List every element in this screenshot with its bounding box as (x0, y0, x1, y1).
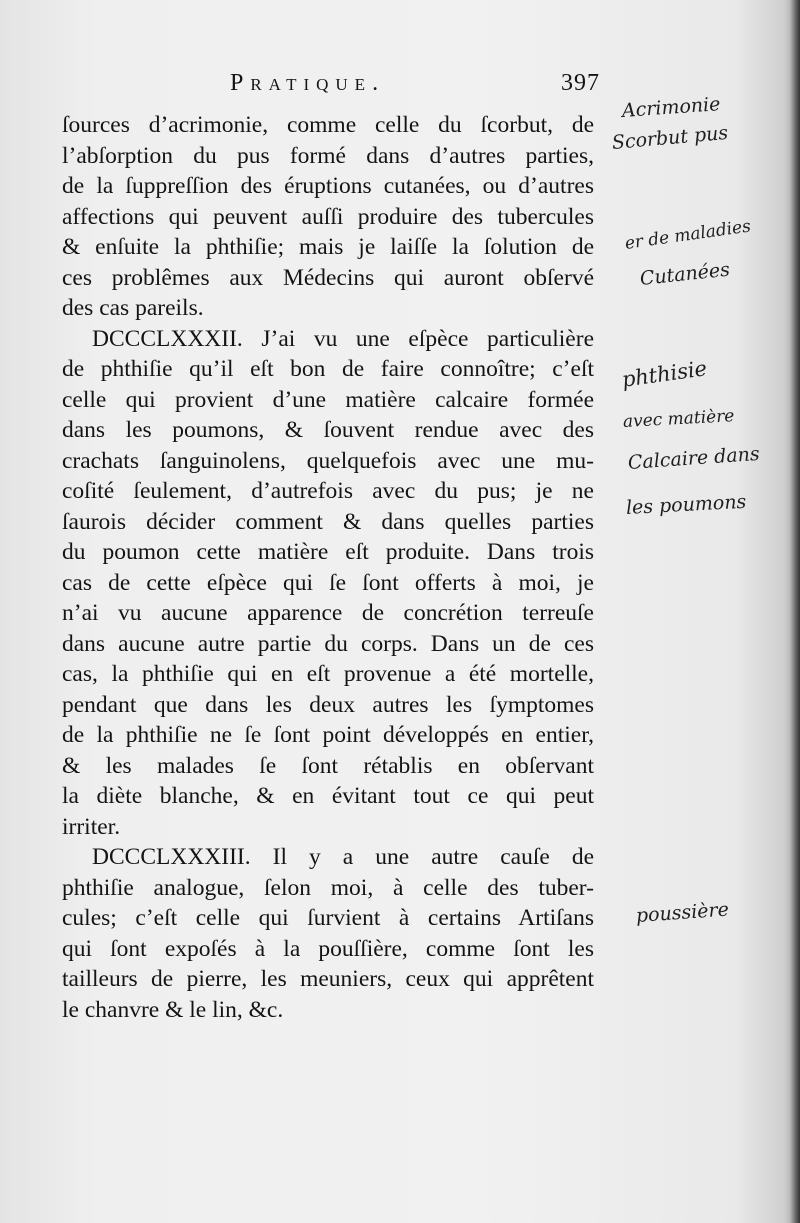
text-line: affections qui peuvent auſſi produire des tubercules (62, 203, 594, 230)
text-line: de la ſuppreſſion des éruptions cutanées, ou d’autres (62, 173, 594, 199)
margin-note: Calcaire dans (627, 442, 761, 474)
margin-note: Acrimonie (621, 93, 722, 122)
text-line: phthiſie analogue, ſelon moi, à celle des tuber- (62, 874, 594, 901)
page-number: 397 (561, 70, 600, 96)
margin-note: Scorbut pus (611, 121, 729, 154)
paragraph-start-dccclxxxiii: DCCCLXXXIII. Il y a une autre cauſe de (92, 844, 594, 870)
text-line: dans aucune autre partie du corps. Dans un de ces (62, 630, 594, 657)
body-text (62, 110, 594, 1025)
text-line: coſité ſeulement, d’autrefois avec du pus; je ne (62, 478, 594, 504)
text-line: & enſuite la phthiſie; mais je laiſſe la ſolution de (62, 234, 594, 260)
text-line: ſaurois décider comment & dans quelles parties (62, 508, 594, 535)
text-line: cas, la phthiſie qui en eſt provenue a été mortelle, (62, 661, 594, 687)
text-line: de phthiſie qu’il eſt bon de faire connoître; c’eſt (62, 356, 594, 382)
text-line: le chanvre & le lin, &c. (62, 996, 284, 1023)
margin-note: poussière (635, 898, 730, 927)
margin-note: Cutanées (638, 258, 731, 290)
text-line: ſources d’acrimonie, comme celle du ſcorbut, de (62, 112, 594, 138)
text-line: qui ſont expoſés à la pouſſière, comme ſont les (62, 935, 594, 962)
text-line: dans les poumons, & ſouvent rendue avec des (62, 417, 594, 443)
text-line: irriter. (62, 813, 121, 840)
page-edge-shadow (790, 0, 800, 1223)
text-line: cas de cette eſpèce qui ſe ſont offerts à moi, je (62, 569, 594, 596)
text-line: cules; c’eſt celle qui ſurvient à certains Artiſans (62, 905, 594, 931)
text-line: n’ai vu aucune apparence de concrétion terreuſe (62, 600, 594, 626)
text-line: & les malades ſe ſont rétablis en obſervant (62, 752, 594, 779)
text-line: la diète blanche, & en évitant tout ce qui peut (62, 783, 594, 809)
running-head (230, 70, 600, 104)
text-line: du poumon cette matière eſt produite. Dans trois (62, 539, 594, 565)
running-head-title: Pratique. (230, 70, 386, 96)
text-line: l’abſorption du pus formé dans d’autres parties, (62, 142, 594, 169)
text-line: de la phthiſie ne ſe ſont point développés en entier, (62, 722, 594, 748)
margin-note: les poumons (625, 490, 747, 519)
paragraph-start-dccclxxxii: DCCCLXXXII. J’ai vu une eſpèce particulière (92, 325, 594, 352)
margin-note: er de maladies (623, 216, 753, 254)
margin-note: phthisie (620, 356, 709, 392)
text-line: pendant que dans les deux autres les ſymptomes (62, 691, 594, 718)
text-line: ces problêmes aux Médecins qui auront obſervé (62, 264, 594, 291)
text-line: crachats ſanguinolens, quelquefois avec une mu- (62, 447, 594, 474)
margin-note: avec matière (622, 406, 735, 432)
text-line: celle qui provient d’une matière calcaire formée (62, 386, 594, 413)
text-line: tailleurs de pierre, les meuniers, ceux qui apprêtent (62, 966, 594, 992)
text-line: des cas pareils. (62, 295, 204, 321)
